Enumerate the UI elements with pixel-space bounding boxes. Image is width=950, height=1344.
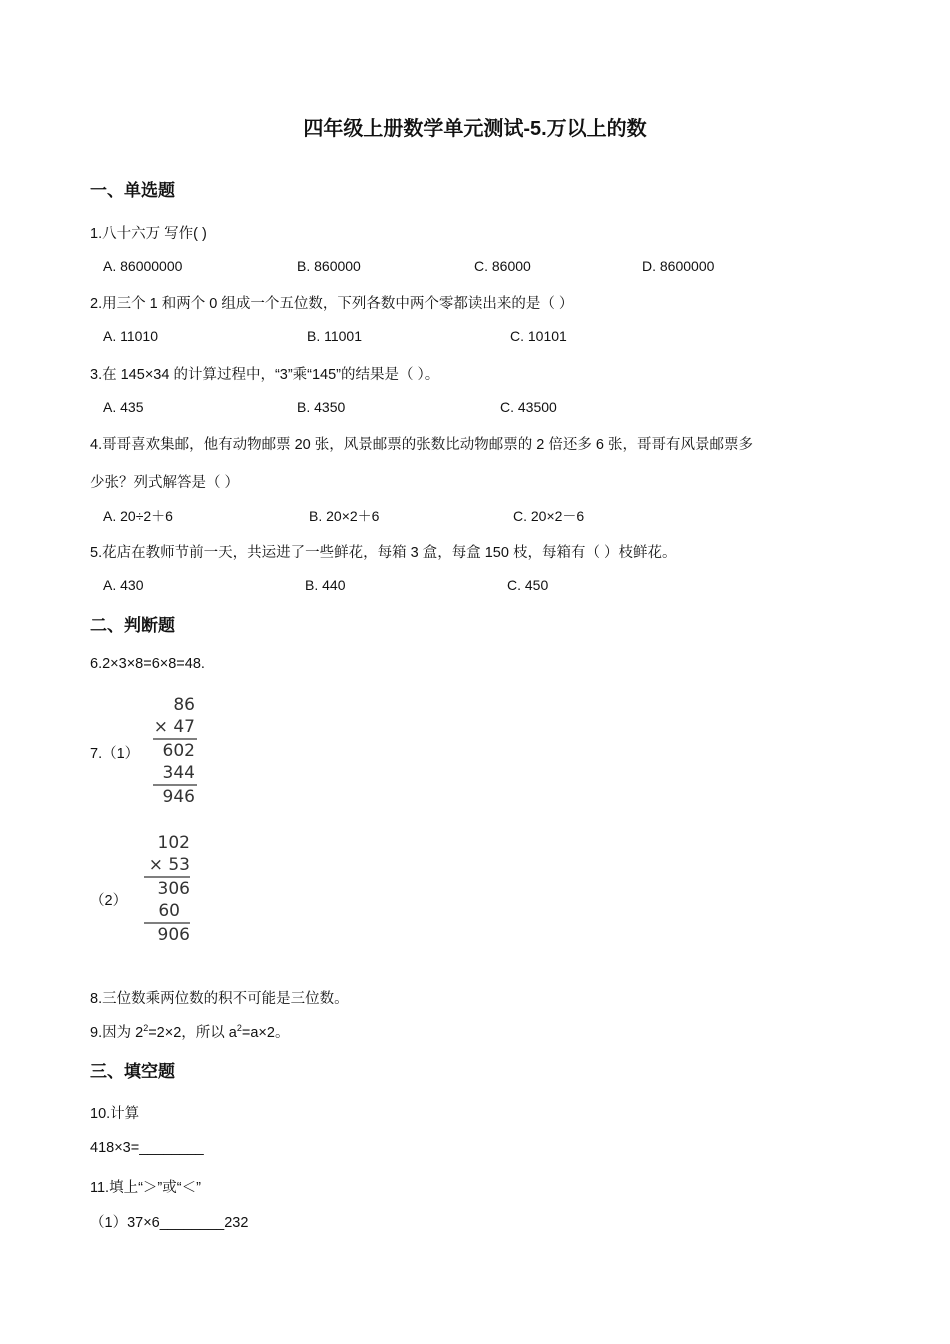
question-1-option-d[interactable]: D. 8600000 xyxy=(642,258,715,274)
question-5-text: 5.花店在教师节前一天，共运进了一些鲜花，每箱 3 盒，每盒 150 枝，每箱有（ ）枝鲜花。 xyxy=(90,545,677,561)
question-9-sup-1: 2 xyxy=(143,1023,149,1034)
section-heading-true-false: 二、判断题 xyxy=(90,616,175,635)
calc1-multiplier: × 47 xyxy=(153,717,195,737)
question-10-blank-line[interactable]: 418×3=________ xyxy=(90,1140,204,1156)
question-4-option-b[interactable]: B. 20×2＋6 xyxy=(309,508,380,524)
question-1-option-a[interactable]: A. 86000000 xyxy=(103,258,183,274)
question-2-option-b[interactable]: B. 11001 xyxy=(307,328,363,344)
question-7-vertical-calc-1 xyxy=(145,690,215,813)
question-9-mid: =2×2，所以 a xyxy=(148,1025,237,1041)
question-5-option-b[interactable]: B. 440 xyxy=(305,577,346,593)
question-1-text: 1.八十六万 写作( ) xyxy=(90,226,207,242)
question-10-text: 10.计算 xyxy=(90,1106,140,1122)
calc2-partial-1: 306 xyxy=(157,879,190,899)
question-3-option-c[interactable]: C. 43500 xyxy=(500,399,557,415)
question-11-blank-line-1[interactable]: （1）37×6________232 xyxy=(90,1215,249,1231)
question-4-option-a[interactable]: A. 20÷2＋6 xyxy=(103,508,173,524)
calc2-partial-2: 60 xyxy=(158,901,180,921)
question-3-text: 3.在 145×34 的计算过程中，“3”乘“145”的结果是（ ）。 xyxy=(90,367,440,383)
question-3-option-b[interactable]: B. 4350 xyxy=(297,399,346,415)
question-4-text-line1: 4.哥哥喜欢集邮，他有动物邮票 20 张，风景邮票的张数比动物邮票的 2 倍还多 6 张，哥哥有风景邮票多 xyxy=(90,437,754,453)
question-11-text: 11.填上“＞”或“＜” xyxy=(90,1180,201,1196)
question-9-text xyxy=(90,1021,289,1042)
question-8-text: 8.三位数乘两位数的积不可能是三位数。 xyxy=(90,991,349,1007)
question-4-text-line2: 少张？列式解答是（ ） xyxy=(90,475,240,491)
page-title: 四年级上册数学单元测试-5.万以上的数 xyxy=(303,118,647,140)
question-7-vertical-calc-2 xyxy=(128,828,198,951)
question-7-label-2: （2） xyxy=(90,893,128,909)
question-7-label-1: 7.（1） xyxy=(90,746,140,762)
question-1-option-c[interactable]: C. 86000 xyxy=(474,258,531,274)
question-3-option-a[interactable]: A. 435 xyxy=(103,399,144,415)
calc2-result: 906 xyxy=(157,925,190,945)
question-2-text: 2.用三个 1 和两个 0 组成一个五位数，下列各数中两个零都读出来的是（ ） xyxy=(90,296,574,312)
question-5-option-a[interactable]: A. 430 xyxy=(103,577,144,593)
question-9-pre: 9.因为 2 xyxy=(90,1025,144,1041)
calc1-partial-2: 344 xyxy=(162,763,195,783)
question-9-post: =a×2。 xyxy=(241,1025,290,1041)
calc1-top: 86 xyxy=(173,695,195,715)
section-heading-fill-blank: 三、填空题 xyxy=(90,1062,175,1081)
question-5-option-c[interactable]: C. 450 xyxy=(507,577,549,593)
calc2-multiplier: × 53 xyxy=(148,855,190,875)
calc2-top: 102 xyxy=(157,833,190,853)
calc1-result: 946 xyxy=(162,787,195,807)
question-4-option-c[interactable]: C. 20×2－6 xyxy=(513,508,585,524)
section-heading-single-choice: 一、单选题 xyxy=(90,181,175,200)
question-2-option-a[interactable]: A. 11010 xyxy=(103,328,159,344)
question-9-sup-2: 2 xyxy=(236,1023,242,1034)
question-2-option-c[interactable]: C. 10101 xyxy=(510,328,567,344)
calc1-partial-1: 602 xyxy=(162,741,195,761)
question-1-option-b[interactable]: B. 860000 xyxy=(297,258,361,274)
question-6-text: 6.2×3×8=6×8=48. xyxy=(90,656,205,672)
